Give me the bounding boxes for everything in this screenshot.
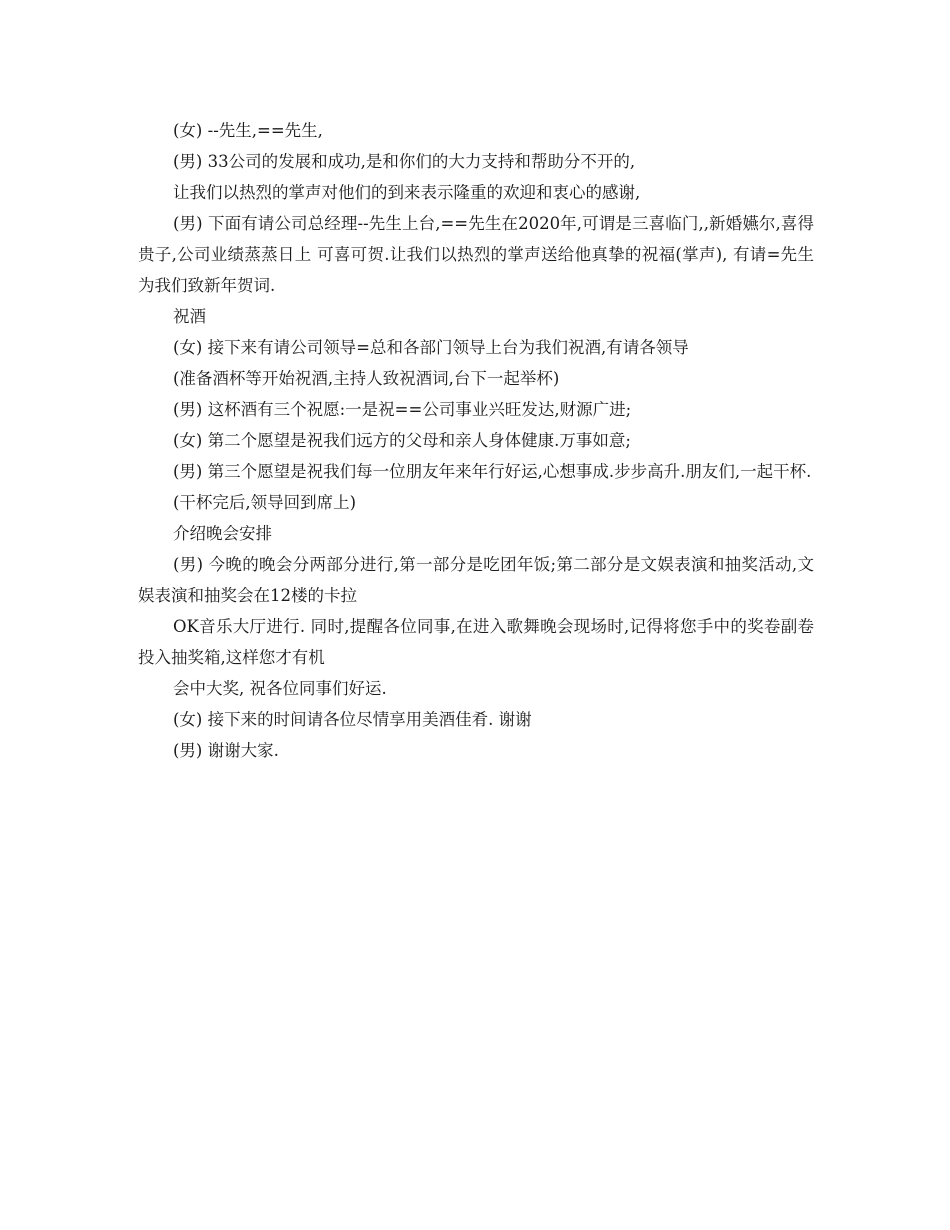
paragraph: (女) --先生,==先生, xyxy=(173,121,323,140)
paragraph: (男) 第三个愿望是祝我们每一位朋友年来年行好运,心想事成.步步高升.朋友们,一起干杯. xyxy=(173,462,812,481)
paragraph: (男) 这杯酒有三个祝愿:一是祝==公司事业兴旺发达,财源广进; xyxy=(173,400,632,419)
document-body xyxy=(138,115,814,766)
paragraph: OK音乐大厅进行. 同时,提醒各位同事,在进入歌舞晚会现场时,记得将您手中的奖卷副卷投入抽奖箱,这样您才有机 xyxy=(138,617,814,667)
paragraph: (男) 33公司的发展和成功,是和你们的大力支持和帮助分不开的, xyxy=(173,152,636,171)
paragraph: (男) 谢谢大家. xyxy=(173,741,279,760)
paragraph: 会中大奖, 祝各位同事们好运. xyxy=(173,679,387,698)
paragraph: 让我们以热烈的掌声对他们的到来表示隆重的欢迎和衷心的感谢, xyxy=(173,183,641,202)
paragraph: (准备酒杯等开始祝酒,主持人致祝酒词,台下一起举杯) xyxy=(173,369,560,388)
paragraph: (女) 第二个愿望是祝我们远方的父母和亲人身体健康.万事如意; xyxy=(173,431,631,450)
paragraph: (干杯完后,领导回到席上) xyxy=(173,493,357,512)
section-heading: 介绍晚会安排 xyxy=(173,524,272,543)
paragraph: (女) 接下来有请公司领导=总和各部门领导上台为我们祝酒,有请各领导 xyxy=(173,338,689,357)
paragraph: (男) 下面有请公司总经理--先生上台,==先生在2020年,可谓是三喜临门,,新婚嬿尔,喜得贵子,公司业绩蒸蒸日上 可喜可贺.让我们以热烈的掌声送给他真挚的祝福(掌声), 有请=先生为我们致新年贺词. xyxy=(138,214,814,295)
section-heading: 祝酒 xyxy=(173,307,206,326)
paragraph: (女) 接下来的时间请各位尽情享用美酒佳肴. 谢谢 xyxy=(173,710,532,729)
paragraph: (男) 今晚的晚会分两部分进行,第一部分是吃团年饭;第二部分是文娱表演和抽奖活动,文娱表演和抽奖会在12楼的卡拉 xyxy=(138,555,814,605)
